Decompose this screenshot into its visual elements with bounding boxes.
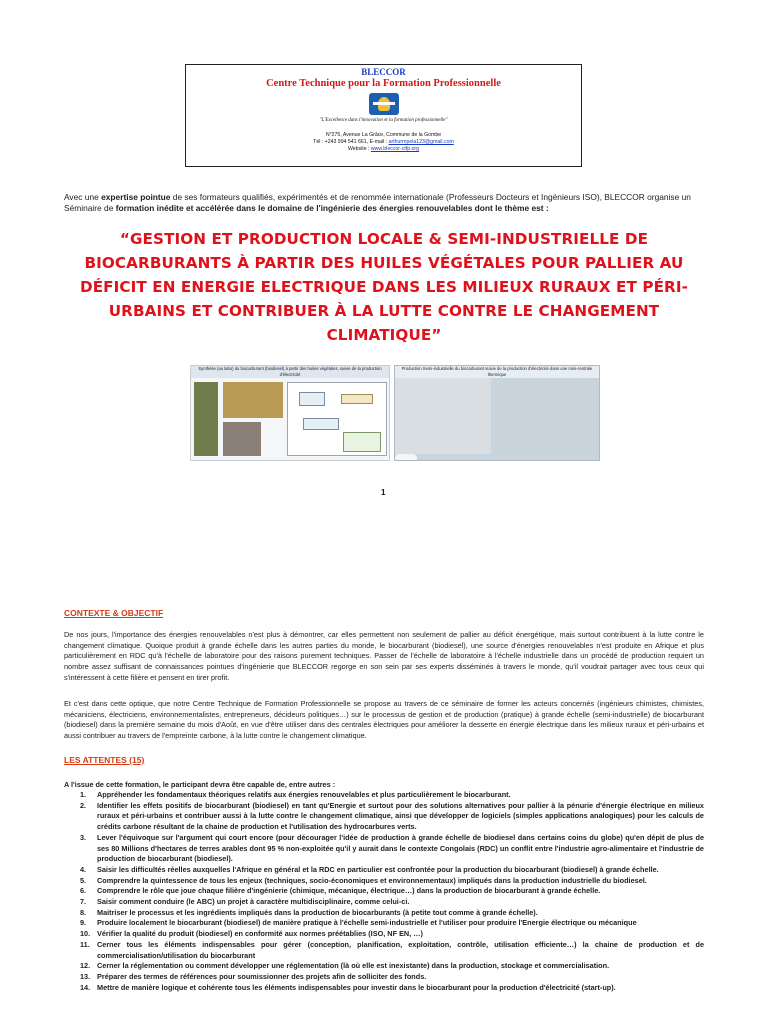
item-text: Produire localement le biocarburant (biodiesel) de manière pratique à l'échelle semi-industrielle et l'utiliser pour produire l'Energie électrique ou mécanique	[97, 918, 637, 928]
letterhead	[185, 64, 582, 167]
process-box	[343, 432, 381, 452]
industrial-figure-caption: Production Semi-industrielle du biocarburant suivie de la production d'électricité dans une mini-centrale thermique	[395, 366, 599, 378]
list-item	[80, 833, 704, 865]
list-item	[80, 865, 704, 876]
tank	[395, 454, 417, 461]
list-item	[80, 897, 704, 908]
org-address: N°275, Avenue La Grâce, Commune de la Gombe	[325, 132, 442, 138]
item-number: 1.	[80, 790, 87, 799]
process-box	[299, 392, 325, 406]
org-subtitle: Centre Technique pour la Formation Professionnelle	[266, 78, 501, 89]
expectations-intro: A l'issue de cette formation, le participant devra être capable de, entre autres :	[64, 780, 336, 789]
palm-tree-photo	[194, 382, 218, 456]
context-paragraph-1: De nos jours, l'importance des énergies renouvelables n'est plus à démontrer, car elles permettent non seulement de pallier au déficit énergétique, mais surtout contribuent à la lutte contre le changement climatique. Quoique produit à grande échelle dans les autres parties du monde, le biocarburant (biodiesel), une source d'énergies renouvelables n'est produite en Afrique et plus particulièrement en RDC qu'à l'échelle de laboratoire pour des raisons purement techniques. Passer de l'échelle de laboratoire à l'échelle industrielle dans un procédé de production requiert un nombre assez suffisant de connaissances pointues d'ingénierie que BLECCOR regorge en son sein par ses experts disséminés à travers le monde, qu'il voudrait partager avec tous ceux qui s'intéressent à cette filière et pensent en tirer profit.	[64, 630, 704, 682]
intro-text-1: Avec une	[64, 192, 102, 202]
item-text: Identifier les effets positifs de biocarburant (biodiesel) en tant qu'Energie et surtout pour des solutions alternatives pour pallier à la pénurie d'énergie électrique en milieux ruraux et péri-urbains et contribuer aussi à la lutte contre le changement climatique, ainsi que développer de logiciels (simples applications analogiques) pour les calculs de crédits carbone résultant de la chaine de production et l'utilisation des hydrocarbures verts.	[97, 800, 704, 832]
org-website-line	[186, 146, 581, 153]
org-contact	[186, 132, 581, 153]
page-number: 1	[381, 488, 386, 497]
illustration-figures	[190, 365, 600, 461]
list-item	[80, 908, 704, 919]
org-phone: Tél : +243 994 541 661, E-mail :	[313, 139, 389, 146]
item-number: 10.	[80, 929, 91, 939]
item-number: 3.	[80, 832, 87, 842]
item-number: 14.	[80, 982, 91, 992]
list-item	[80, 972, 704, 983]
intro-paragraph	[64, 192, 704, 214]
process-box	[341, 394, 373, 404]
item-number: 11.	[80, 939, 90, 949]
org-logo	[369, 93, 399, 115]
lab-figure-caption: Synthèse (au labo) du biocarburant (biodiesel) à partir des huiles végétales, suivie de la production d'électricité	[191, 366, 389, 378]
org-email-link[interactable]: arthurmpela123@gmail.com	[388, 139, 454, 146]
item-text: Lever l'équivoque sur l'argument qui court encore (pour décourager l'idée de production à grande échelle de biodiesel dans certains coins du globe) qu'en dépit de plus de ses 80 Millions d'hectares de terres arables dont 95 % non-exploitée qu'il y aurait dans le contexte Congolais (RDC) un conflit entre l'industrie agro-alimentaire et l'industrie de production de biocarburant (biodiesel).	[97, 832, 704, 864]
context-heading: CONTEXTE & OBJECTIF	[64, 608, 164, 618]
item-number: 4.	[80, 864, 87, 874]
industrial-production-figure	[394, 365, 600, 461]
list-item	[80, 790, 704, 801]
item-number: 13.	[80, 971, 91, 981]
context-paragraph-2: Et c'est dans cette optique, que notre Centre Technique de Formation Professionnelle se propose au travers de ce séminaire de former les acteurs concernés (ingénieurs chimistes, chimistes, mécaniciens, électriciens, environnementalistes, entrepreneurs, décideurs politiques…) sur le processus de gestion et de production (pratique) à grande échelle (semi-industrielle) de biocarburant (biodiesel) dans la première semaine du mois d'Août, en vue d'être utiliser dans des centrales électriques pour améliorer la desserte en énergie électrique dans les milieux ruraux et péri-urbains et aussi contribuer au travers de l'empreinte carbone, à la lutte contre le changement climatique.	[64, 699, 704, 741]
item-number: 7.	[80, 897, 87, 907]
item-number: 6.	[80, 886, 87, 896]
expectations-heading: LES ATTENTES (15)	[64, 755, 145, 765]
item-text: Saisir les difficultés réelles auxquelles l'Afrique en général et la RDC en particulier est confrontée pour la production du biocarburant (biodiesel) à grande échelle.	[97, 864, 659, 874]
item-text: Cerner la réglementation ou comment développer une réglementation (là où elle est inexistante) dans la production, stockage et commercialisation.	[97, 961, 610, 971]
item-text: Comprendre le rôle que joue chaque filière d'ingénierie (chimique, mécanique, électrique…) dans la production de biocarburant à grande échelle.	[97, 886, 601, 896]
item-text: Vérifier la qualité du produit (biodiesel) en conformité aux normes préétablies (ISO, NF EN, …)	[97, 929, 423, 939]
item-text: Saisir comment conduire (le ABC) un projet à caractère multidisciplinaire, comme celui-ci.	[97, 897, 410, 907]
list-item	[80, 940, 704, 961]
item-number: 2.	[80, 800, 87, 810]
list-item	[80, 961, 704, 972]
lab-glassware-photo	[223, 382, 283, 418]
org-name: BLECCOR	[361, 67, 406, 77]
website-label: Website :	[347, 146, 371, 153]
item-text: Mettre de manière logique et cohérente tous les éléments indispensables pour investir dans le biocarburant pour la production d'électricité (start-up).	[97, 982, 616, 992]
expectations-list	[80, 790, 704, 993]
item-number: 5.	[80, 875, 87, 885]
org-motto: "L'Excellence dans l'innovation et la formation professionnelle"	[319, 118, 448, 123]
org-website-link[interactable]: www.bleccor-ctfp.org	[370, 146, 420, 153]
list-item	[80, 983, 704, 994]
item-text: Comprendre la quintessence de tous les enjeux (techniques, socio-économiques et environnementaux) impliqués dans la production industrielle du biodiesel.	[97, 875, 647, 885]
list-item	[80, 886, 704, 897]
storage-tanks-photo	[395, 378, 491, 454]
list-item	[80, 876, 704, 887]
lab-equipment-photo	[223, 422, 261, 456]
list-item	[80, 801, 704, 833]
item-text: Cerner tous les éléments indispensables pour gérer (conception, planification, exploitation, contrôle, utilisation efficiente…) la chaine de production et de commercialisation/utilisation du biocarburant	[97, 939, 704, 960]
item-number: 8.	[80, 907, 87, 917]
list-item	[80, 918, 704, 929]
item-text: Préparer des termes de références pour soumissionner des projets afin de solliciter des fonds.	[97, 971, 427, 981]
list-item	[80, 929, 704, 940]
process-box	[303, 418, 339, 430]
item-text: Maitriser le processus et les ingrédients impliqués dans la production de biocarburants (à petite tout comme à grande échelle).	[97, 907, 538, 917]
item-number: 9.	[80, 918, 87, 928]
seminar-title: “GESTION ET PRODUCTION LOCALE & SEMI-INDUSTRIELLE DE BIOCARBURANTS À PARTIR DES HUILES VÉGÉTALES POUR PALLIER AU DÉFICIT EN ENERGIE ELECTRIQUE DANS LES MILIEUX RURAUX ET PÉRI-URBAINS ET CONTRIBUER À LA LUTTE CONTRE LE CHANGEMENT CLIMATIQUE”	[79, 230, 689, 344]
org-phone-line	[186, 139, 581, 146]
intro-bold-1: expertise pointue	[101, 192, 171, 202]
intro-text-2: de ses formateurs qualifiés, expérimentés et de renommée internationale (Professeurs Docteurs et Ingénieurs ISO), BLECCOR organise un Séminaire de	[64, 192, 691, 213]
lab-synthesis-figure	[190, 365, 390, 461]
intro-bold-2: formation inédite et accélérée dans le domaine de l'ingénierie des énergies renouvelables dont le thème est :	[115, 202, 549, 213]
item-text: Appréhender les fondamentaux théoriques relatifs aux énergies renouvelables et plus particulièrement le biocarburant.	[97, 790, 511, 799]
item-number: 12.	[80, 961, 91, 971]
